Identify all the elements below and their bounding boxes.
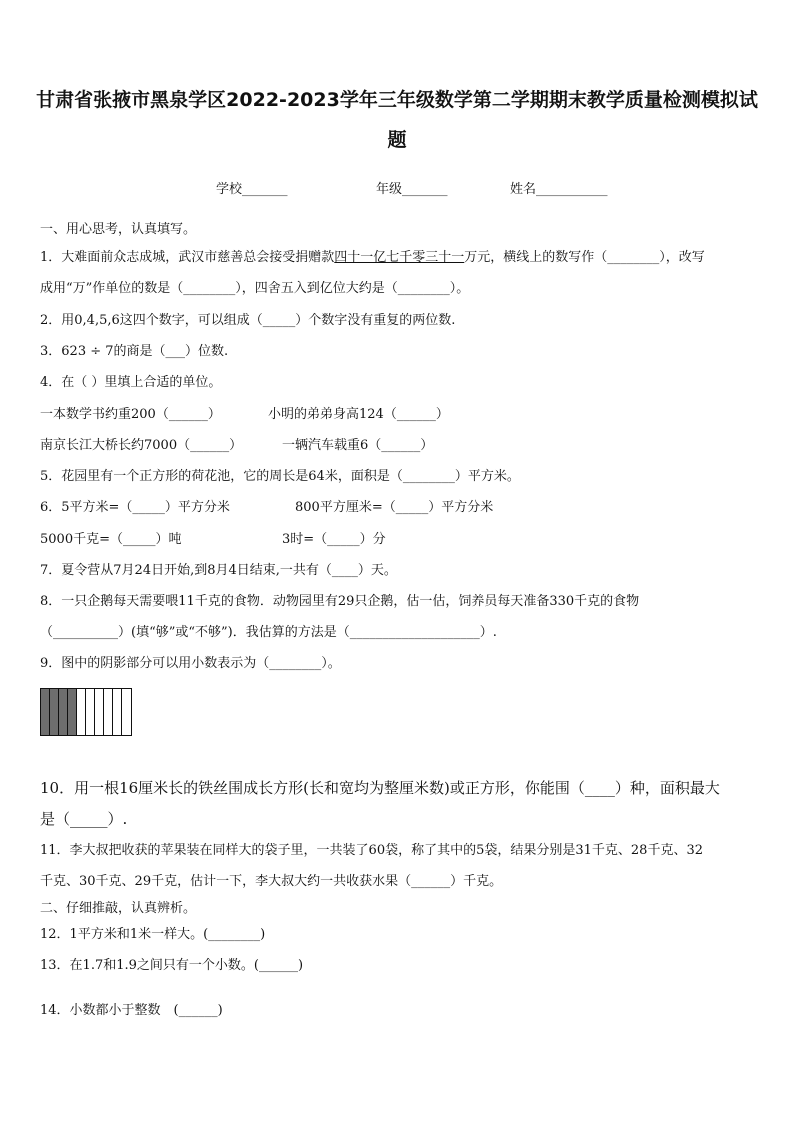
shaded-strip (59, 689, 68, 735)
question-11-line2: 千克、30千克、29千克，估计一下，李大叔大约一共收获水果（______）千克。 (40, 874, 503, 889)
question-1-line2: 成用“万”作单位的数是（________），四舍五入到亿位大约是（________）。 (40, 281, 470, 296)
question-5: 5．花园里有一个正方形的荷花池，它的周长是64米，面积是（________）平方米。 (40, 469, 520, 484)
question-6-d: 3时=（_____）分 (282, 532, 386, 547)
question-4-a: 一本数学书约重200（______） (40, 407, 221, 422)
underlined-number-words: 四十一亿七千零三十一 (334, 250, 465, 265)
question-1-line1: 1．大难面前众志成城，武汉市慈善总会接受捐赠款四十一亿七千零三十一万元，横线上的数写作（________），改写 (40, 250, 705, 265)
question-4-d: 一辆汽车载重6（______） (282, 438, 434, 453)
empty-strip (86, 689, 95, 735)
question-3: 3．623 ÷ 7的商是（___）位数. (40, 344, 229, 359)
question-6-a: 6．5平方米=（_____）平方分米 (40, 500, 230, 515)
question-8-line1: 8．一只企鹅每天需要喂11千克的食物．动物园里有29只企鹅，估一估，饲养员每天准备330千克的食物 (40, 594, 640, 609)
empty-strip (122, 689, 131, 735)
question-6-c: 5000千克=（_____）吨 (40, 532, 182, 547)
question-8-line2: （__________）(填“够”或“不够”)．我估算的方法是（____________________）. (40, 625, 497, 640)
grade-field[interactable]: 年级_______ (376, 182, 448, 197)
question-13: 13．在1.7和1.9之间只有一个小数。(______) (40, 958, 304, 973)
question-2: 2．用0,4,5,6这四个数字，可以组成（_____）个数字没有重复的两位数. (40, 313, 456, 328)
question-4-b: 小明的弟弟身高124（______） (268, 407, 449, 422)
shaded-strip (50, 689, 59, 735)
question-10-line2: 是（_____）. (40, 810, 128, 828)
question-14: 14．小数都小于整数 (______) (40, 1003, 223, 1018)
question-4-c: 南京长江大桥长约7000（______） (40, 438, 243, 453)
shaded-strip (68, 689, 77, 735)
question-7: 7．夏令营从7月24日开始,到8月4日结束,一共有（____）天。 (40, 563, 397, 578)
empty-strip (113, 689, 122, 735)
empty-strip (95, 689, 104, 735)
shaded-strip (41, 689, 50, 735)
question-6-b: 800平方厘米=（_____）平方分米 (295, 500, 494, 515)
shaded-strips-figure (40, 688, 132, 736)
name-field[interactable]: 姓名___________ (510, 182, 608, 197)
question-11-line1: 11．李大叔把收获的苹果装在同样大的袋子里，一共装了60袋，称了其中的5袋，结果分别是31千克、28千克、32 (40, 843, 703, 858)
question-12: 12．1平方米和1米一样大。(________) (40, 927, 266, 942)
section1-heading: 一、用心思考，认真填写。 (40, 222, 197, 237)
empty-strip (104, 689, 113, 735)
empty-strip (77, 689, 86, 735)
question-10-line1: 10．用一根16厘米长的铁丝围成长方形(长和宽均为整厘米数)或正方形，你能围（____）种，面积最大 (40, 779, 720, 797)
question-9: 9．图中的阴影部分可以用小数表示为（________）。 (40, 656, 341, 671)
document-title-line1: 甘肃省张掖市黑泉学区2022-2023学年三年级数学第二学期期末教学质量检测模拟试 (36, 89, 758, 111)
document-title-line2: 题 (387, 129, 407, 151)
section2-heading: 二、仔细推敲，认真辨析。 (40, 901, 197, 916)
question-4-stem: 4．在（ ）里填上合适的单位。 (40, 375, 222, 390)
school-field[interactable]: 学校_______ (216, 182, 288, 197)
